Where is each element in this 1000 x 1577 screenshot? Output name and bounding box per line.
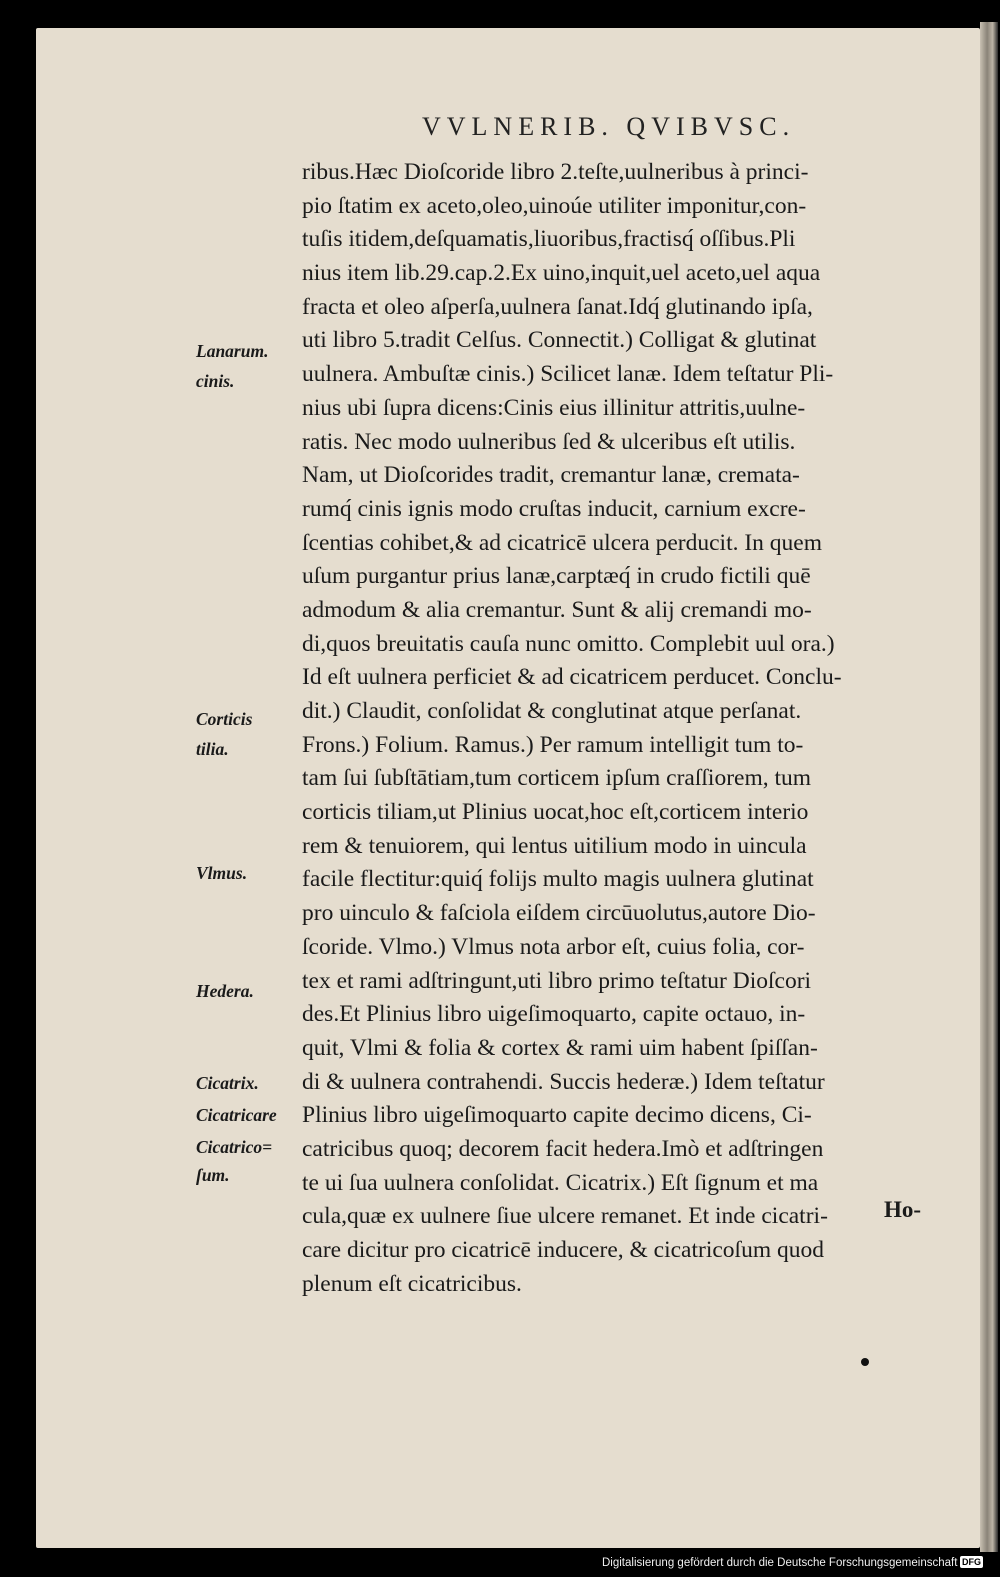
margin-note: ſum. bbox=[196, 1165, 230, 1185]
margin-note: Cicatricare bbox=[196, 1105, 277, 1125]
catchword: Ho- bbox=[884, 1197, 922, 1222]
margin-note: cinis. bbox=[196, 371, 235, 391]
text-line: uulnera. Ambuſtæ cinis.) Scilicet lanæ. Idem teſtatur Pli- bbox=[302, 361, 834, 388]
margin-note: Lanarum. bbox=[196, 341, 269, 361]
text-line: ribus.Hæc Dioſcoride libro 2.teſte,uulneribus à princi- bbox=[302, 159, 809, 185]
body-text bbox=[302, 156, 944, 1301]
text-line: di & uulnera contrahendi. Succis hederæ.) Idem teſtatur bbox=[302, 1068, 825, 1095]
text-line: tam ſui ſubſtātiam,tum corticem ipſum craſſiorem, tum bbox=[302, 765, 812, 792]
margin-note: Hedera. bbox=[196, 981, 254, 1001]
text-line: uſum purgantur prius lanæ,carptæq́ in crudo fictili quē bbox=[302, 563, 811, 590]
text-line: pio ſtatim ex aceto,oleo,uinoúe utiliter imponitur,con- bbox=[302, 192, 807, 219]
text-line: di,quos breuitatis cauſa nunc omitto. Complebit uul ora.) bbox=[302, 630, 835, 657]
book-edge bbox=[980, 22, 998, 1552]
text-line: catricibus quoq; decorem facit hedera.Imò et adſtringen bbox=[302, 1135, 824, 1162]
text-line: dit.) Claudit, conſolidat & conglutinat atque perſanat. bbox=[302, 698, 802, 724]
text-line: rem & tenuiorem, qui lentus uitilium modo in uincula bbox=[302, 832, 807, 859]
text-line: des.Et Plinius libro uigeſimoquarto, capite octauo, in- bbox=[302, 1001, 806, 1028]
text-line: ſcoride. Vlmo.) Vlmus nota arbor eſt, cuius folia, cor- bbox=[302, 933, 805, 960]
text-line: ratis. Nec modo uulneribus ſed & ulceribus eſt utilis. bbox=[302, 428, 796, 455]
running-head: VVLNERIB. QVIBVSC. bbox=[422, 112, 796, 141]
text-line: uti libro 5.tradit Celſus. Connectit.) Colligat & glutinat bbox=[302, 327, 817, 354]
text-line: cula,quæ ex uulnere ſiue ulcere remanet. Et inde cicatri- bbox=[302, 1203, 828, 1230]
text-line: fracta et oleo aſperſa,uulnera ſanat.Idq́ glutinando ipſa, bbox=[302, 293, 813, 320]
text-line: pro uinculo & faſciola eiſdem circūuolutus,autore Dio- bbox=[302, 900, 816, 927]
text-line: Id eſt uulnera perficiet & ad cicatricem perducet. Conclu- bbox=[302, 664, 842, 691]
text-line: corticis tiliam,ut Plinius uocat,hoc eſt,corticem interio bbox=[302, 799, 809, 826]
text-line: Nam, ut Dioſcorides tradit, cremantur lanæ, cremata- bbox=[302, 462, 800, 489]
text-line: nius ubi ſupra dicens:Cinis eius illinitur attritis,uulne- bbox=[302, 394, 806, 421]
margin-note: Cicatrico= bbox=[196, 1137, 273, 1157]
ink-dot bbox=[861, 1358, 869, 1366]
text-line: admodum & alia cremantur. Sunt & alij cremandi mo- bbox=[302, 596, 812, 623]
text-line: tuſis itidem,deſquamatis,liuoribus,fractisq́ oſſibus.Pli bbox=[302, 226, 796, 253]
text-line: plenum eſt cicatricibus. bbox=[302, 1270, 522, 1297]
funding-footer: Digitalisierung gefördert durch die Deutsche Forschungsgemeinschaft bbox=[602, 1557, 958, 1569]
margin-note: Vlmus. bbox=[196, 863, 248, 883]
text-line: rumq́ cinis ignis modo cruſtas inducit, carnium excre- bbox=[302, 495, 806, 522]
text-line: Plinius libro uigeſimoquarto capite decimo dicens, Ci- bbox=[302, 1102, 812, 1129]
margin-note: tilia. bbox=[196, 739, 229, 759]
text-line: Frons.) Folium. Ramus.) Per ramum intelligit tum to- bbox=[302, 731, 804, 758]
text-line: tex et rami adſtringunt,uti libro primo teſtatur Dioſcori bbox=[302, 967, 812, 994]
text-line: quit, Vlmi & folia & cortex & rami uim habent ſpiſſan- bbox=[302, 1034, 818, 1061]
text-line: facile flectitur:quiq́ folijs multo magis uulnera glutinat bbox=[302, 866, 814, 893]
text-line: care dicitur pro cicatricē inducere, & cicatricoſum quod bbox=[302, 1237, 824, 1263]
margin-note: Corticis bbox=[196, 709, 253, 729]
text-line: nius item lib.29.cap.2.Ex uino,inquit,uel aceto,uel aqua bbox=[302, 260, 821, 287]
text-line: te ui ſua uulnera conſolidat. Cicatrix.) Eſt ſignum et ma bbox=[302, 1169, 819, 1196]
dfg-logo: DFG bbox=[962, 1557, 981, 1567]
text-line: ſcentias cohibet,& ad cicatricē ulcera perducit. In quem bbox=[302, 529, 823, 556]
margin-note: Cicatrix. bbox=[196, 1073, 259, 1093]
